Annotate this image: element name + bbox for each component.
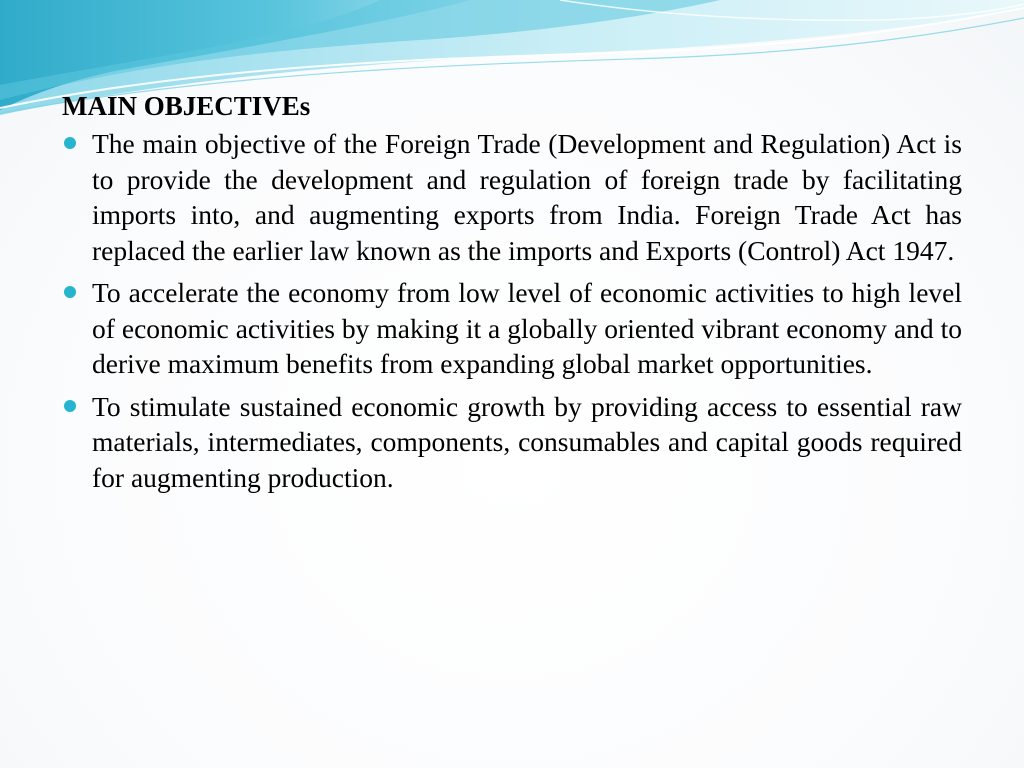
bullet-text: To accelerate the economy from low level of economic activities to high level of economic activities by making it a globally oriented vibrant economy and to derive maximum benefits from expanding global market opportunities. (92, 277, 962, 379)
bullet-list (62, 126, 962, 495)
bullet-icon (64, 286, 76, 298)
bullet-text: To stimulate sustained economic growth by providing access to essential raw materials, intermediates, components, consumables and capital goods required for augmenting production. (92, 390, 962, 493)
bullet-icon (64, 137, 76, 149)
bullet-text: The main objective of the Foreign Trade (Development and Regulation) Act is to provide the development and regulation of foreign trade by facilitating imports into, and augmenting exports from India. Foreign Trade Act has replaced the earlier law known as the imports and Exports (Control) Act 1947. (92, 128, 962, 266)
bullet-item (62, 389, 962, 496)
bullet-item (62, 275, 962, 382)
slide-title: MAIN OBJECTIVEs (62, 91, 311, 121)
bullet-icon (64, 400, 76, 412)
slide-content (62, 86, 962, 502)
bullet-item (62, 126, 962, 268)
